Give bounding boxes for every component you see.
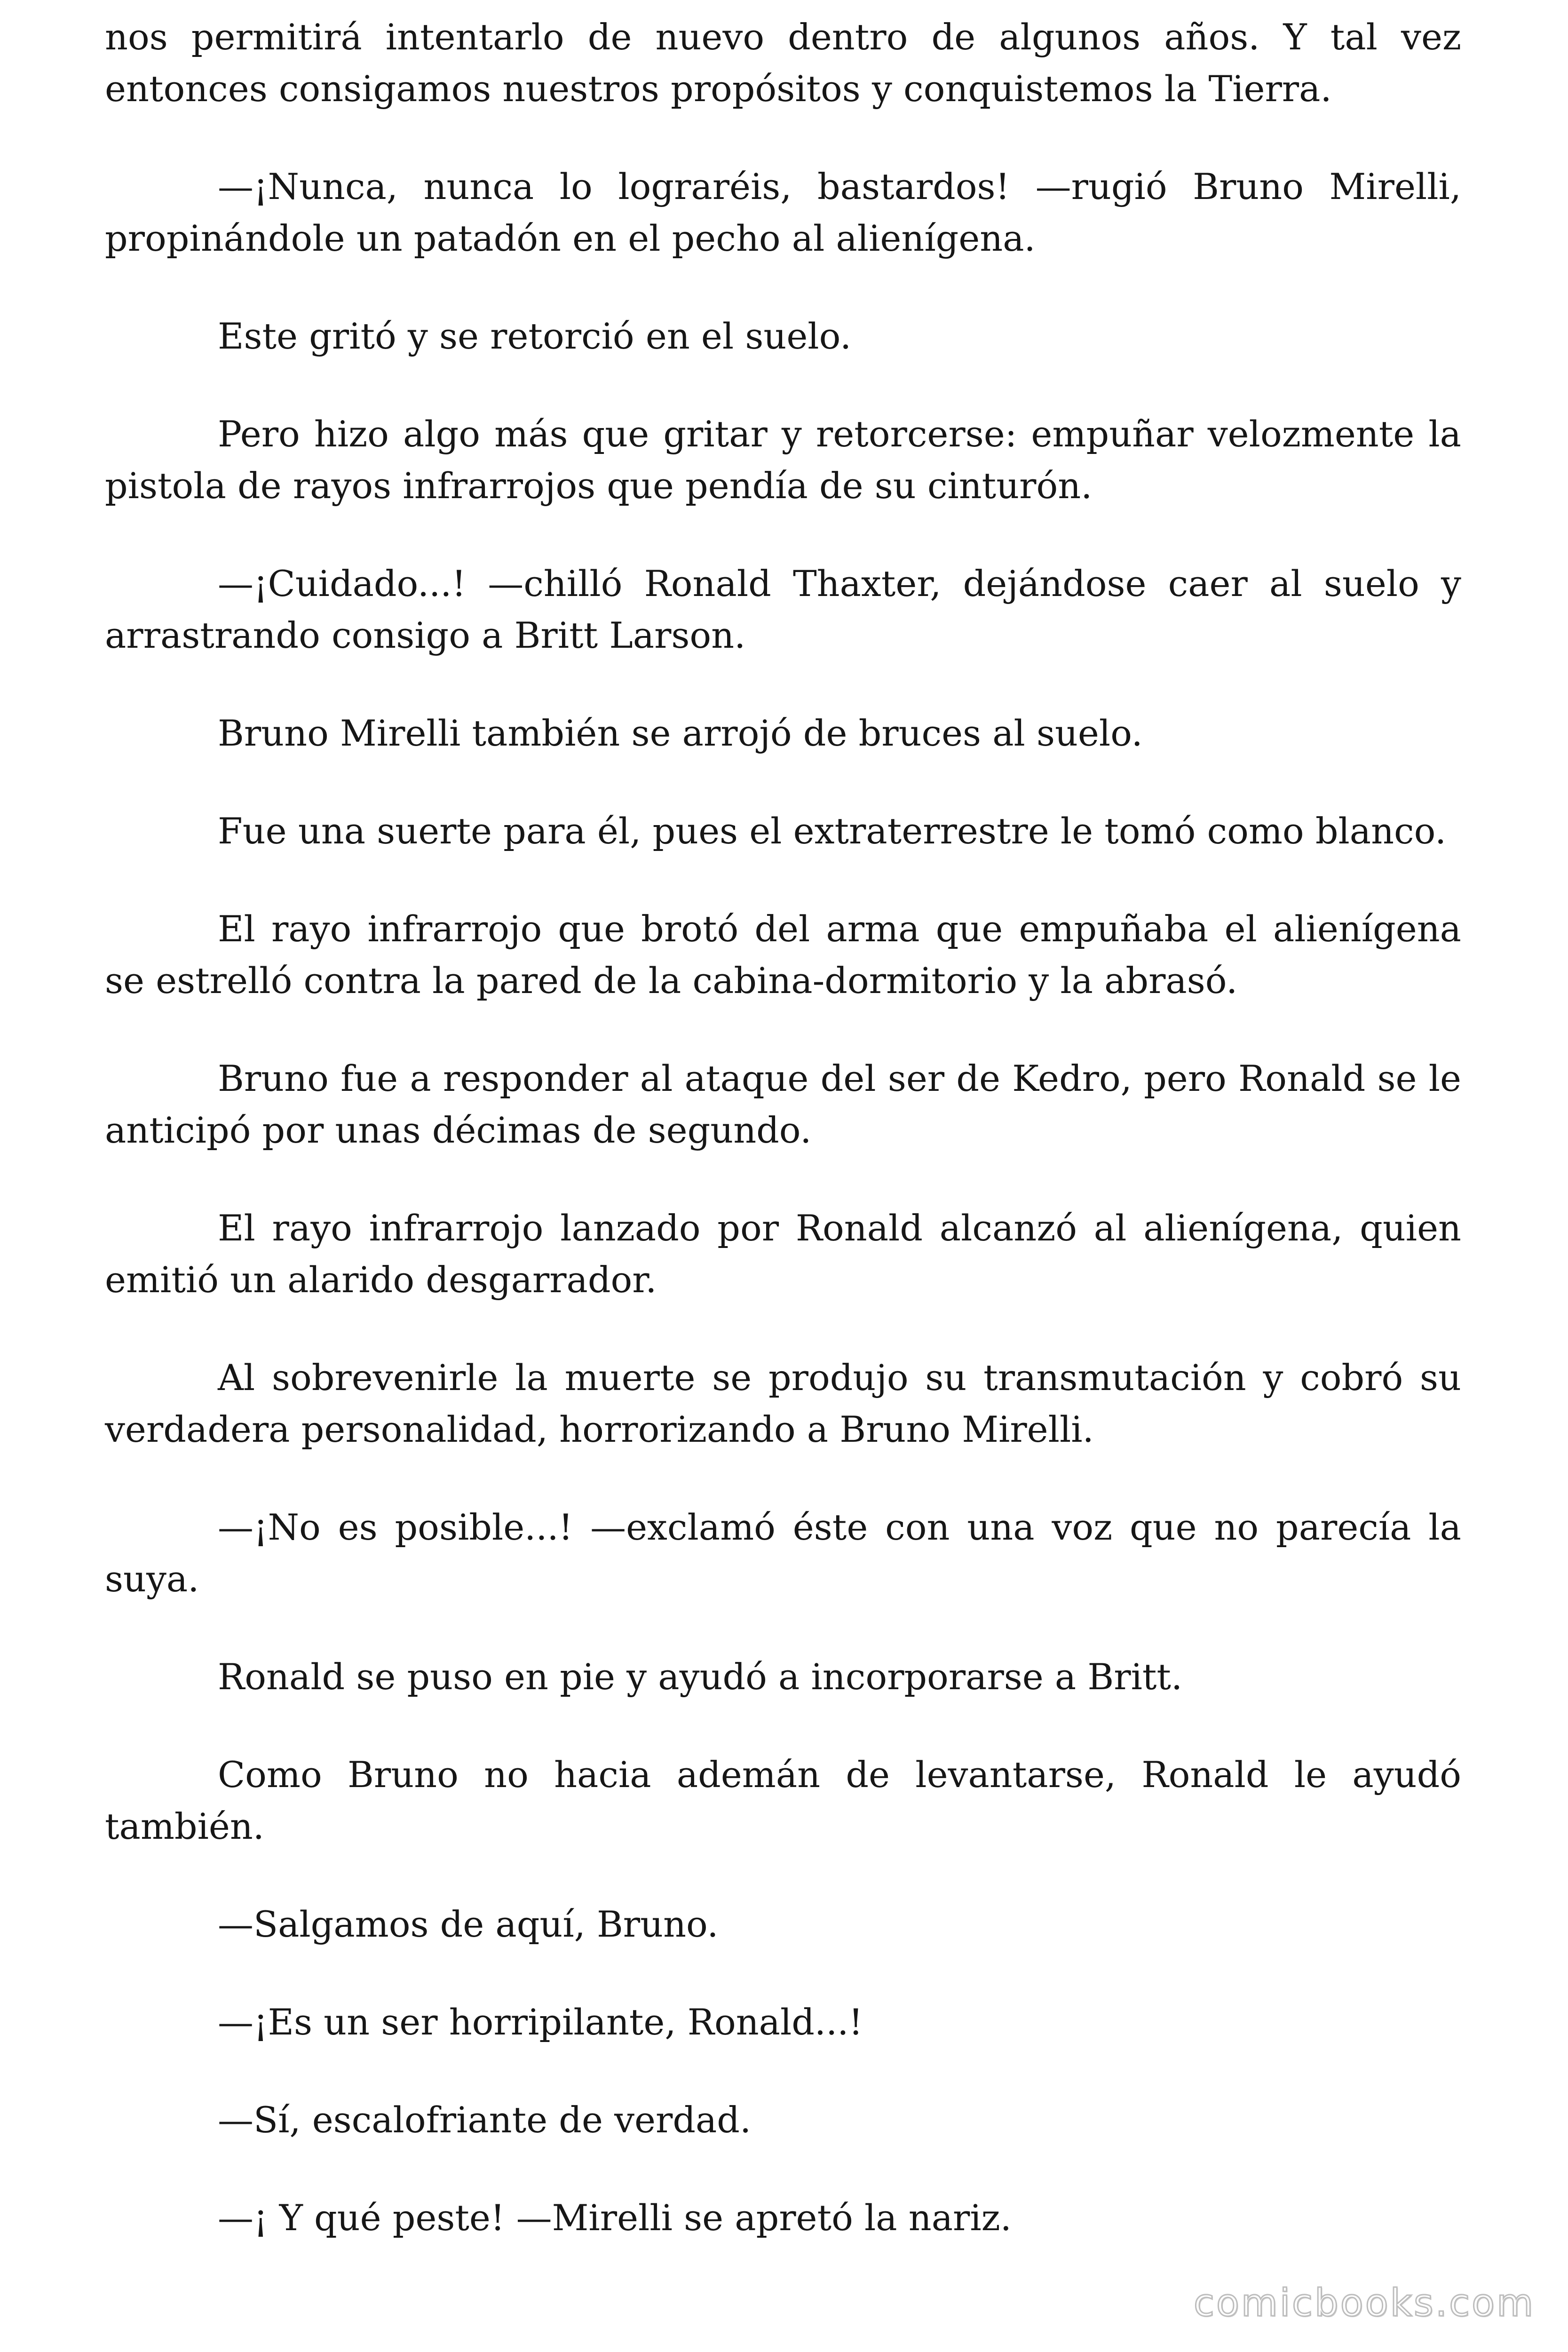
paragraph: —¡No es posible...! —exclamó éste con una voz que no parecía la suya.: [105, 1506, 1461, 1600]
paragraph: —Sí, escalofriante de verdad.: [218, 2099, 752, 2141]
paragraph: Al sobrevenirle la muerte se produjo su transmutación y cobró su verdadera personalidad, horrorizando a Bruno Mirelli.: [105, 1357, 1461, 1450]
document-page: [105, 11, 1461, 2290]
paragraph: nos permitirá intentarlo de nuevo dentro de algunos años. Y tal vez entonces consigamos nuestros propósitos y conquistemos la Tierra.: [105, 16, 1461, 110]
paragraph: Ronald se puso en pie y ayudó a incorporarse a Britt.: [218, 1656, 1183, 1698]
paragraph: Bruno Mirelli también se arrojó de bruces al suelo.: [218, 712, 1143, 754]
paragraph: —¡Es un ser horripilante, Ronald...!: [218, 2001, 863, 2043]
paragraph: Como Bruno no hacia ademán de levantarse, Ronald le ayudó también.: [105, 1754, 1461, 1847]
paragraph: Fue una suerte para él, pues el extraterrestre le tomó como blanco.: [218, 810, 1447, 852]
paragraph: —¡Nunca, nunca lo lograréis, bastardos! —rugió Bruno Mirelli, propinándole un patadón en el pecho al alienígena.: [105, 166, 1461, 259]
watermark-text: comicbooks.com: [1193, 2281, 1535, 2325]
paragraph: Este gritó y se retorció en el suelo.: [218, 315, 852, 357]
paragraph: —¡Cuidado...! —chilló Ronald Thaxter, dejándose caer al suelo y arrastrando consigo a Britt Larson.: [105, 563, 1461, 656]
paragraph: El rayo infrarrojo lanzado por Ronald alcanzó al alienígena, quien emitió un alarido desgarrador.: [105, 1207, 1461, 1301]
paragraph: Pero hizo algo más que gritar y retorcerse: empuñar velozmente la pistola de rayos infrarrojos que pendía de su cinturón.: [105, 413, 1461, 507]
paragraph: —¡ Y qué peste! —Mirelli se apretó la nariz.: [218, 2197, 1012, 2239]
paragraph: —Salgamos de aquí, Bruno.: [218, 1903, 719, 1945]
paragraph: El rayo infrarrojo que brotó del arma que empuñaba el alienígena se estrelló contra la pared de la cabina-dormitorio y la abrasó.: [105, 908, 1461, 1001]
paragraph: Bruno fue a responder al ataque del ser de Kedro, pero Ronald se le anticipó por unas décimas de segundo.: [105, 1057, 1461, 1151]
